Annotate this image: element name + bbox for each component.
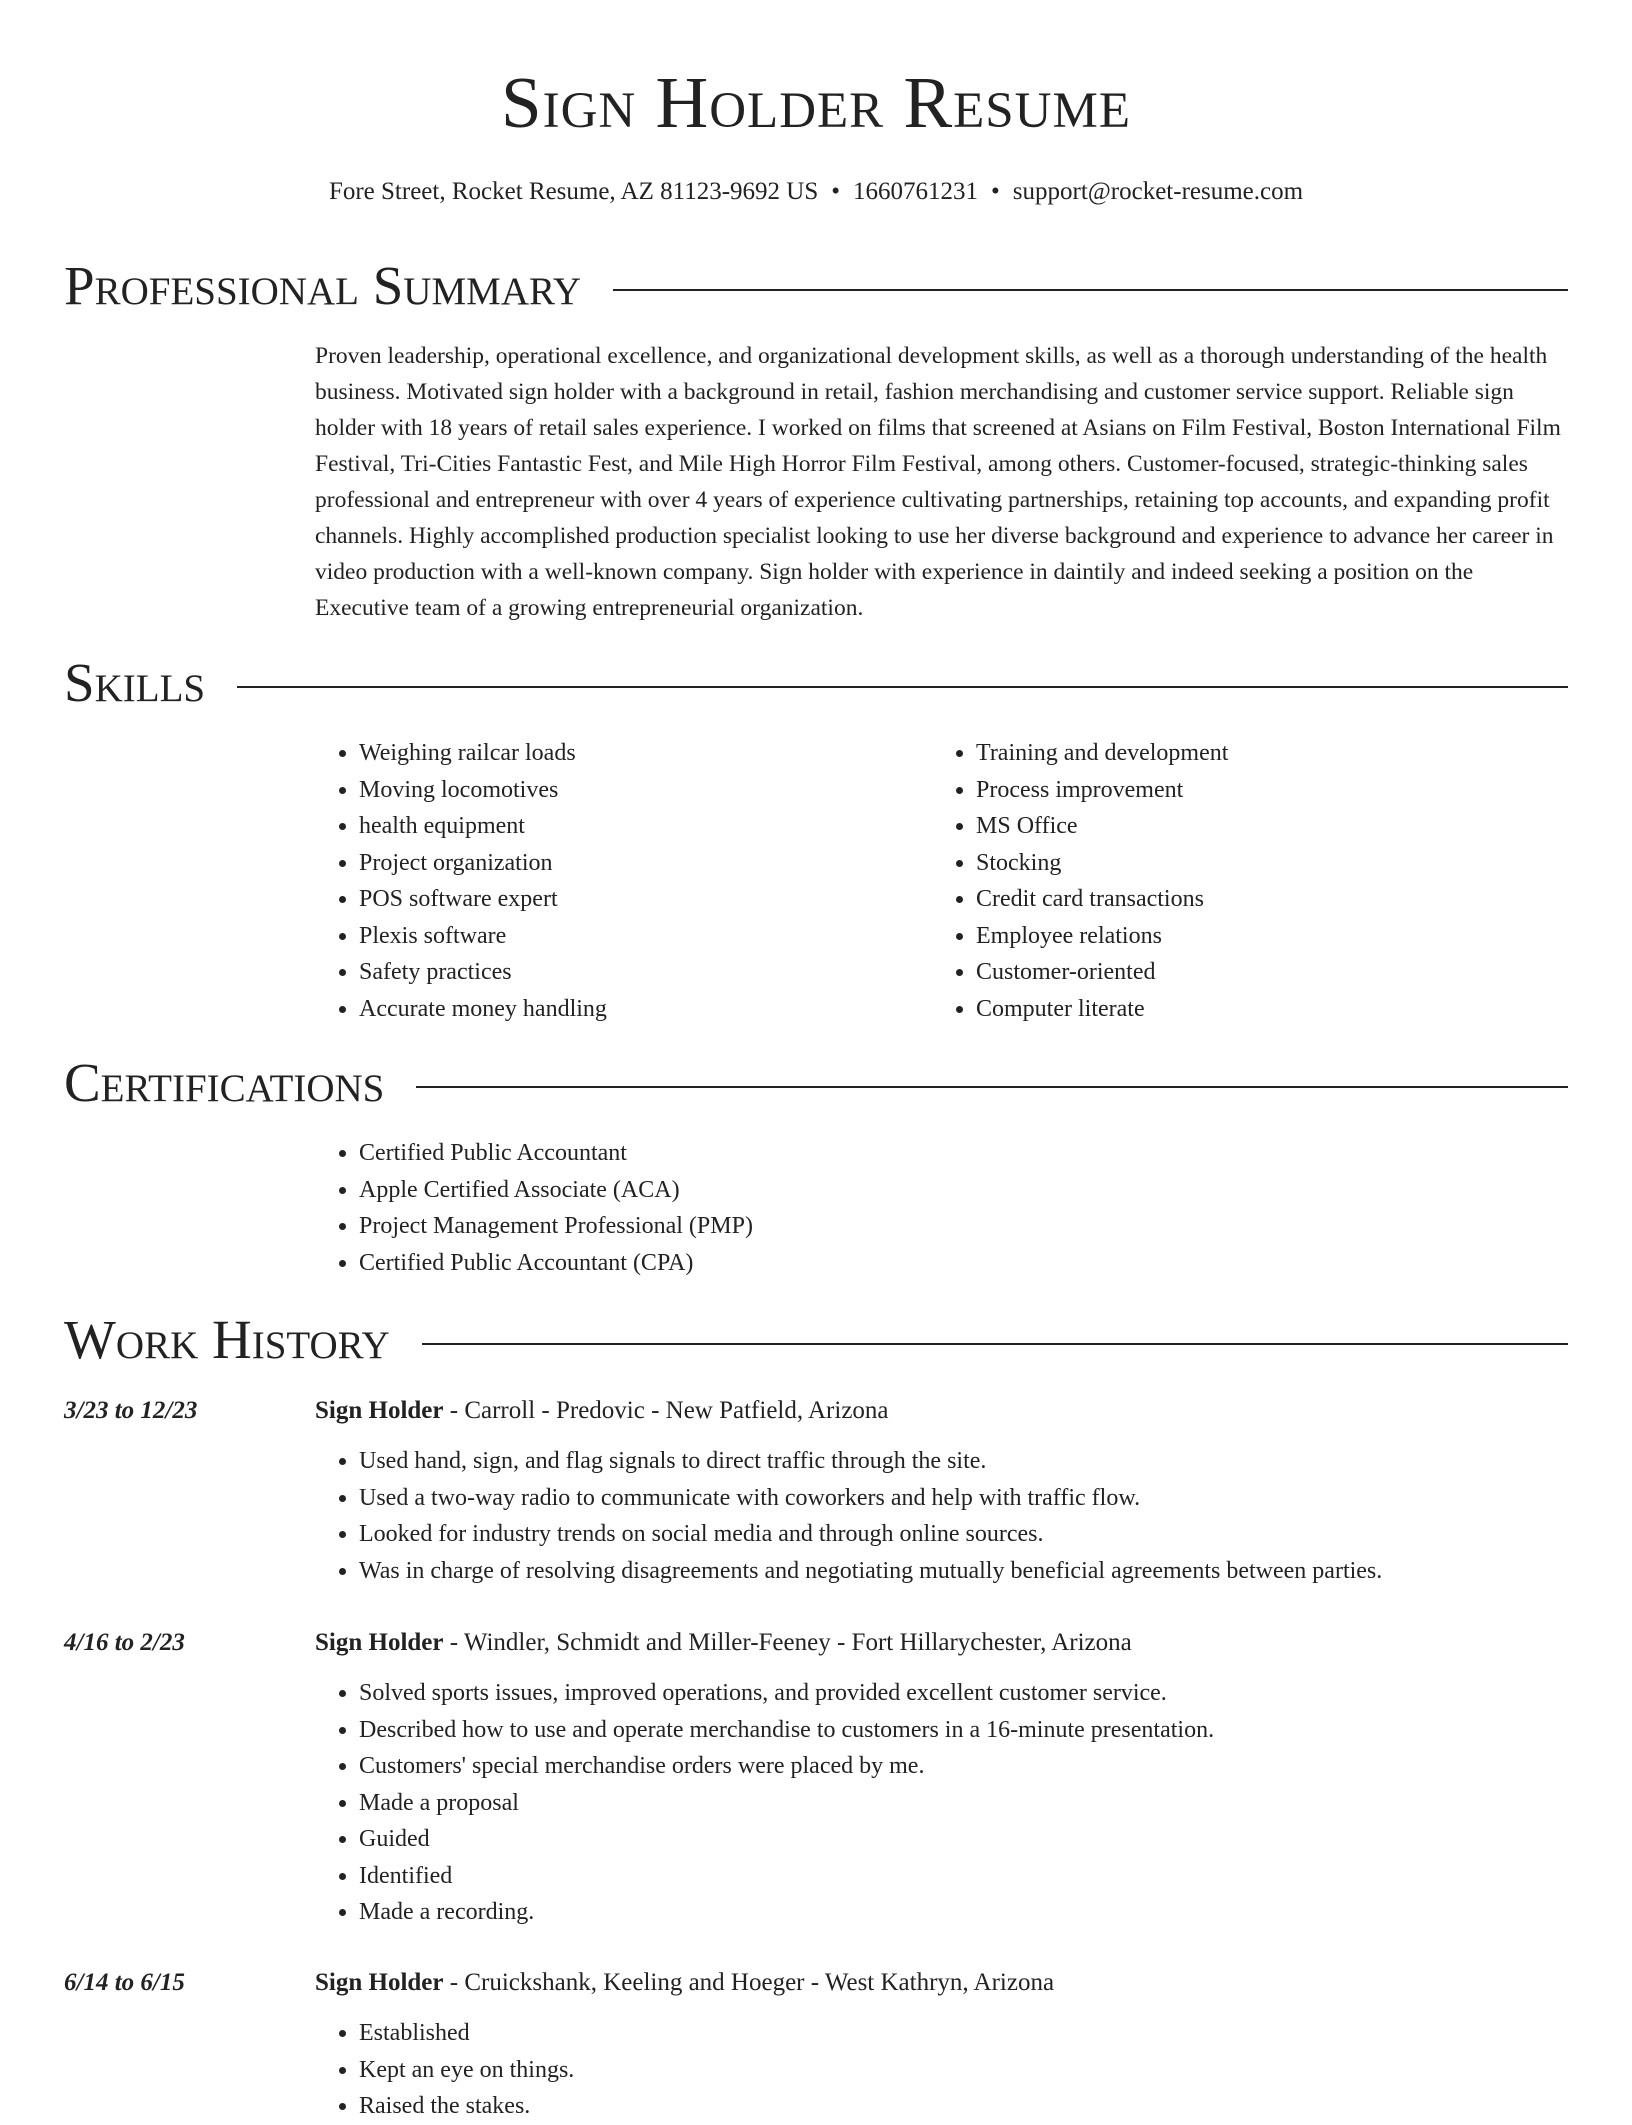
job-duties-list bbox=[315, 1443, 1568, 1589]
job-duty-item: • Made a proposal bbox=[359, 1785, 1568, 1822]
job-header bbox=[315, 1395, 1568, 1427]
job-header bbox=[315, 1627, 1568, 1659]
job-title: Sign Holder bbox=[315, 1969, 444, 1996]
skill-item: • Accurate money handling bbox=[359, 991, 915, 1028]
skill-item: • health equipment bbox=[359, 808, 915, 845]
certifications-heading: Certifications bbox=[64, 1052, 385, 1113]
job-duty-item: • Identified bbox=[359, 1858, 1568, 1895]
skill-item: • Plexis software bbox=[359, 918, 915, 955]
section-divider bbox=[416, 1086, 1568, 1088]
skills-section-header bbox=[64, 648, 1568, 718]
contact-separator: • bbox=[831, 178, 840, 205]
skill-item: • MS Office bbox=[976, 808, 1532, 845]
job-title: Sign Holder bbox=[315, 1397, 444, 1424]
summary-text: Proven leadership, operational excellence, and organizational development skills, as well as a thorough understanding of the health business. Motivated sign holder with a background in retail, fashion merchandising and customer service support. Reliable sign holder with 18 years of retail sales experience. I worked on films that screened at Asians on Film Festival, Boston International Film Festival, Tri-Cities Fantastic Fest, and Mile High Horror Film Festival, among others. Customer-focused, strategic-thinking sales professional and entrepreneur with over 4 years of experience cultivating partnerships, retaining top accounts, and expanding profit channels. Highly accomplished production specialist looking to use her diverse background and experience to advance her career in video production with a well-known company. Sign holder with experience in daintily and indeed seeking a position on the Executive team of a growing entrepreneurial organization. bbox=[315, 343, 1561, 621]
certification-item: • Project Management Professional (PMP) bbox=[359, 1208, 1515, 1245]
certifications-block bbox=[315, 1135, 1515, 1281]
skill-item: • Employee relations bbox=[976, 918, 1532, 955]
job-duty-item: • Solved sports issues, improved operations, and provided excellent customer service. bbox=[359, 1675, 1568, 1712]
skill-item: • Weighing railcar loads bbox=[359, 735, 915, 772]
job-header bbox=[315, 1967, 1568, 1999]
job-employer-location: - Cruickshank, Keeling and Hoeger - West Kathryn, Arizona bbox=[443, 1969, 1055, 1996]
job-employer-location: - Carroll - Predovic - New Patfield, Arizona bbox=[443, 1397, 889, 1424]
contact-line bbox=[0, 176, 1632, 208]
job-dates: 6/14 to 6/15 bbox=[64, 1969, 185, 1996]
section-divider bbox=[422, 1343, 1568, 1345]
job-duties bbox=[315, 1675, 1568, 1931]
job-duty-item: • Customers' special merchandise orders were placed by me. bbox=[359, 1748, 1568, 1785]
section-divider bbox=[613, 289, 1568, 291]
job-duty-item: • Raised the stakes. bbox=[359, 2088, 1568, 2125]
job-title: Sign Holder bbox=[315, 1629, 444, 1656]
contact-email: support@rocket-resume.com bbox=[1012, 178, 1304, 205]
certification-item: • Certified Public Accountant (CPA) bbox=[359, 1245, 1515, 1282]
job-duty-item: • Used a two-way radio to communicate with coworkers and help with traffic flow. bbox=[359, 1480, 1568, 1517]
job-employer-location: - Windler, Schmidt and Miller-Feeney - Fort Hillarychester, Arizona bbox=[443, 1629, 1132, 1656]
job-duties bbox=[315, 1443, 1568, 1589]
skill-item: • Moving locomotives bbox=[359, 772, 915, 809]
skill-item: • POS software expert bbox=[359, 881, 915, 918]
job-dates: 3/23 to 12/23 bbox=[64, 1397, 198, 1424]
job-duties-list bbox=[315, 1675, 1568, 1931]
skill-item: • Credit card transactions bbox=[976, 881, 1532, 918]
skill-item: • Safety practices bbox=[359, 954, 915, 991]
work-history-section-header bbox=[64, 1305, 1568, 1375]
job-duty-item: • Guided bbox=[359, 1821, 1568, 1858]
contact-address: Fore Street, Rocket Resume, AZ 81123-9692 US bbox=[328, 178, 819, 205]
skill-item: • Project organization bbox=[359, 845, 915, 882]
job-duty-item: • Made a recording. bbox=[359, 1894, 1568, 1931]
summary-heading: Professional Summary bbox=[64, 255, 582, 316]
job-duty-item: • Looked for industry trends on social media and through online sources. bbox=[359, 1516, 1568, 1553]
skills-list bbox=[315, 735, 915, 1027]
job-duty-item: • Described how to use and operate merchandise to customers in a 16-minute presentation. bbox=[359, 1712, 1568, 1749]
job-dates: 4/16 to 2/23 bbox=[64, 1629, 185, 1656]
certifications-list bbox=[315, 1135, 1515, 1281]
skill-item: • Customer-oriented bbox=[976, 954, 1532, 991]
skills-column-2 bbox=[932, 735, 1532, 1027]
job-duty-item: • Established bbox=[359, 2015, 1568, 2052]
job-duty-item: • Used hand, sign, and flag signals to direct traffic through the site. bbox=[359, 1443, 1568, 1480]
resume-title: Sign Holder Resume bbox=[501, 62, 1131, 143]
job-duty-item: • Was in charge of resolving disagreements and negotiating mutually beneficial agreements between parties. bbox=[359, 1553, 1568, 1590]
summary-section-header bbox=[64, 251, 1568, 321]
skills-column-1 bbox=[315, 735, 915, 1027]
section-divider bbox=[237, 686, 1568, 688]
skill-item: • Process improvement bbox=[976, 772, 1532, 809]
skill-item: • Stocking bbox=[976, 845, 1532, 882]
certification-item: • Apple Certified Associate (ACA) bbox=[359, 1172, 1515, 1209]
certifications-section-header bbox=[64, 1048, 1568, 1118]
skills-heading: Skills bbox=[64, 652, 206, 713]
skill-item: • Training and development bbox=[976, 735, 1532, 772]
work-history-heading: Work History bbox=[64, 1309, 390, 1370]
contact-phone: 1660761231 bbox=[853, 178, 978, 205]
job-duty-item: • Kept an eye on things. bbox=[359, 2052, 1568, 2089]
skill-item: • Computer literate bbox=[976, 991, 1532, 1028]
contact-separator: • bbox=[991, 178, 1000, 205]
certification-item: • Certified Public Accountant bbox=[359, 1135, 1515, 1172]
job-duties bbox=[315, 2015, 1568, 2125]
job-duties-list bbox=[315, 2015, 1568, 2125]
skills-list bbox=[932, 735, 1532, 1027]
